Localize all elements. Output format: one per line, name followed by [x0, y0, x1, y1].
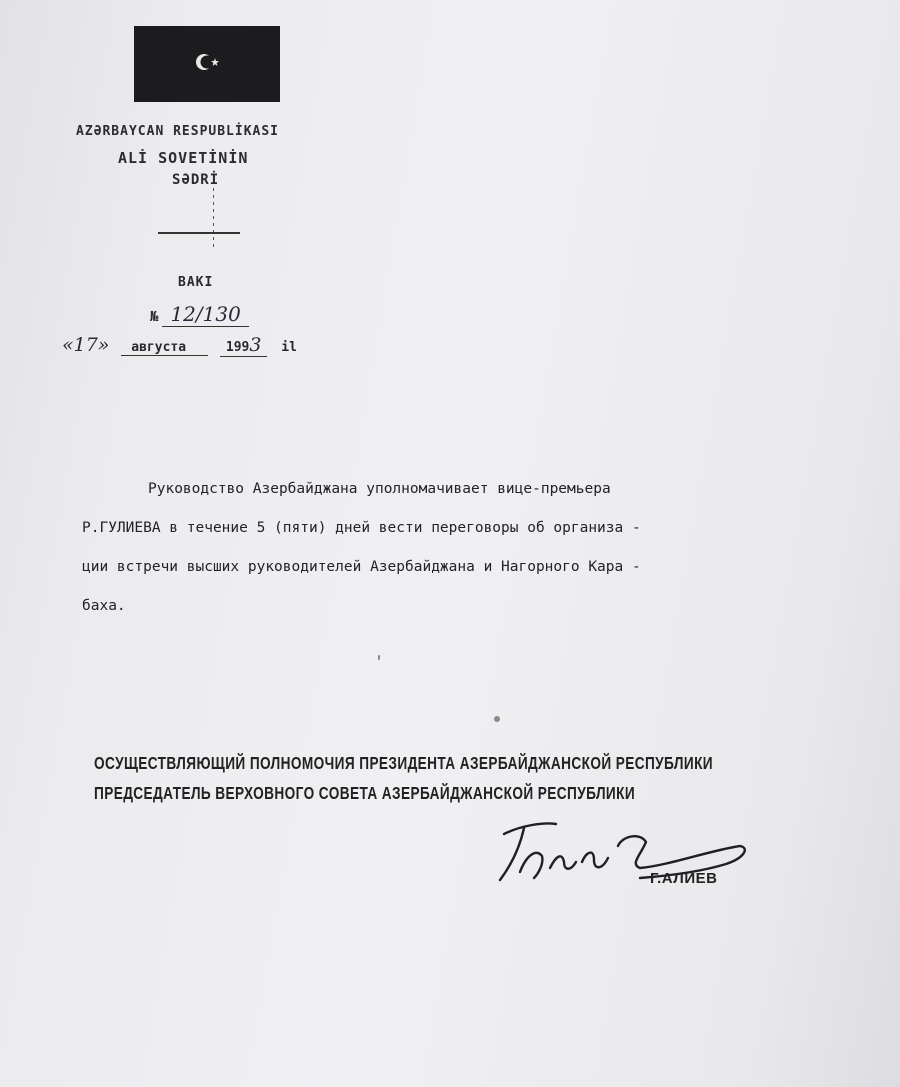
number-value: 12/130	[162, 302, 248, 327]
document-number	[150, 302, 249, 326]
date-day: «17»	[62, 334, 110, 356]
body-text	[82, 470, 842, 626]
letterhead-divider	[158, 232, 240, 234]
paper-speck	[378, 655, 380, 660]
date-month: августа	[121, 340, 208, 356]
date-year	[220, 334, 268, 357]
body-line-2: Р.ГУЛИЕВА в течение 5 (пяти) дней вести переговоры об организа -	[82, 520, 641, 536]
signature-title-line-2: ПРЕДСЕДАТЕЛЬ ВЕРХОВНОГО СОВЕТА АЗЕРБАЙДЖАНСКОЙ РЕСПУБЛИКИ	[94, 783, 636, 803]
body-line-1: Руководство Азербайджана уполномачивает вице-премьера	[148, 481, 611, 497]
body-line-4: баха.	[82, 598, 126, 614]
fold-mark	[213, 188, 214, 250]
handwritten-signature	[490, 812, 760, 892]
letterhead-line-2: ALİ SOVETİNİN	[118, 149, 249, 167]
city-name: BAKI	[178, 275, 214, 290]
flag-emblem	[134, 26, 280, 102]
document-date	[62, 334, 297, 357]
signature-title-line-1: ОСУЩЕСТВЛЯЮЩИЙ ПОЛНОМОЧИЯ ПРЕЗИДЕНТА АЗЕРБАЙДЖАНСКОЙ РЕСПУБЛИКИ	[94, 753, 714, 773]
date-suffix: il	[281, 340, 297, 355]
signatory-name: Г.АЛИЕВ	[650, 870, 718, 887]
crescent-star-icon	[190, 44, 226, 80]
body-line-3: ции встречи высших руководителей Азербайджана и Нагорного Кара -	[82, 559, 641, 575]
date-year-hand: 3	[249, 334, 262, 356]
letterhead-line-3: SƏDRİ	[172, 172, 220, 188]
number-prefix: №	[150, 309, 159, 325]
paper-speck	[494, 716, 500, 722]
date-year-prefix: 199	[225, 340, 250, 355]
signature-title-block	[94, 748, 713, 808]
letterhead-line-1: AZƏRBAYCAN RESPUBLİKASI	[76, 124, 280, 139]
